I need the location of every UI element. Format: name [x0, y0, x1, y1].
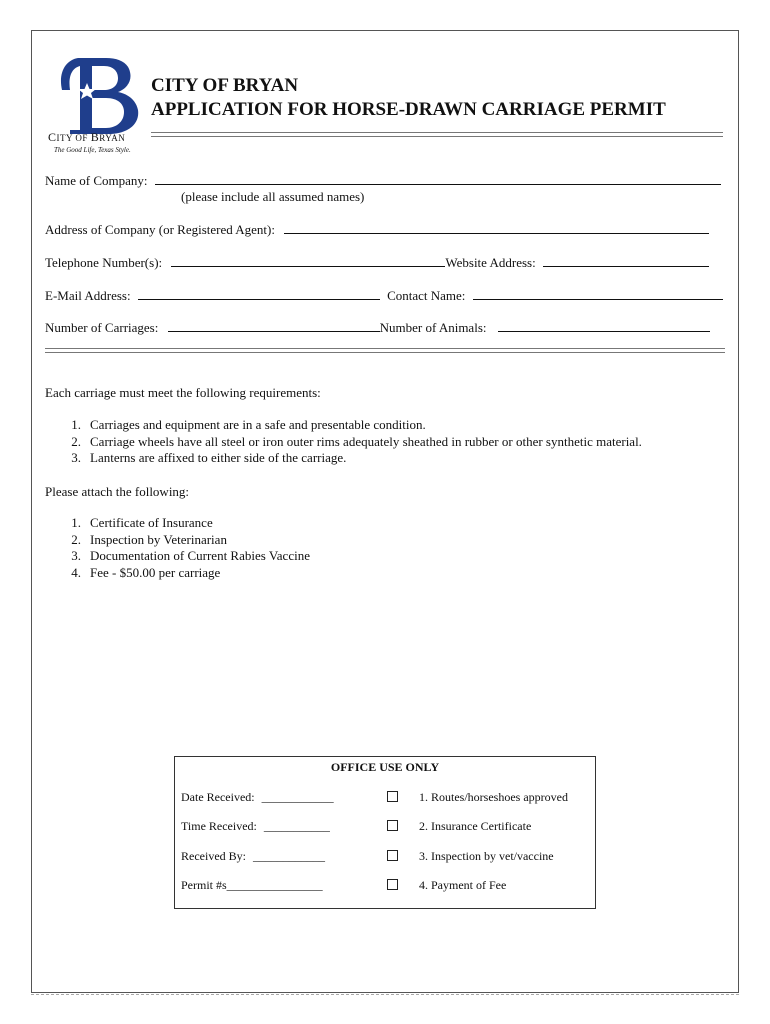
carriages-input-line[interactable] — [168, 320, 380, 332]
office-use-title: OFFICE USE ONLY — [330, 760, 440, 774]
attachments-list — [57, 515, 310, 581]
time-received-blank[interactable]: ___________ — [263, 819, 330, 833]
email-input-line[interactable] — [138, 288, 380, 300]
company-input-line[interactable] — [155, 173, 721, 185]
date-received-field — [181, 790, 334, 805]
insurance-certificate-label: 2. Insurance Certificate — [419, 819, 532, 833]
page-bottom-edge — [31, 994, 739, 995]
date-received-blank[interactable]: ____________ — [261, 790, 334, 804]
logo-tagline: The Good Life, Texas Style. — [54, 146, 131, 154]
contact-label: Contact Name: — [387, 288, 466, 303]
received-by-field — [181, 849, 325, 864]
animals-label: Number of Animals: — [379, 320, 487, 335]
carriages-label: Number of Carriages: — [45, 320, 159, 335]
list-item: 1. Certificate of Insurance — [71, 515, 213, 530]
attachments-intro: Please attach the following: — [45, 484, 190, 499]
contact-input-line[interactable] — [473, 288, 723, 300]
permit-number-label: Permit #s — [181, 878, 227, 892]
animals-input-line[interactable] — [498, 320, 710, 332]
company-label: Name of Company: — [45, 173, 148, 188]
website-label: Website Address: — [445, 255, 536, 270]
received-by-label: Received By: — [181, 849, 246, 863]
office-use-box — [174, 756, 596, 909]
permit-number-blank[interactable]: ________________ — [226, 878, 323, 892]
logo-wordmark — [48, 130, 148, 154]
date-received-label: Date Received: — [181, 790, 255, 804]
website-input-line[interactable] — [543, 255, 709, 267]
requirements-list — [57, 417, 642, 467]
routes-approved-checkbox[interactable] — [387, 791, 398, 802]
logo-city-name: CITY OF BRYAN — [48, 130, 126, 144]
email-label: E-Mail Address: — [45, 288, 131, 303]
section-divider — [45, 348, 725, 353]
list-item: 2. Inspection by Veterinarian — [71, 531, 227, 547]
insurance-certificate-checkbox[interactable] — [387, 820, 398, 831]
phone-input-line[interactable] — [171, 255, 445, 267]
routes-approved-label: 1. Routes/horseshoes approved — [419, 790, 568, 804]
address-label: Address of Company (or Registered Agent): — [45, 222, 275, 237]
title-line-application: APPLICATION FOR HORSE-DRAWN CARRIAGE PERMIT — [151, 99, 666, 120]
phone-website-field — [45, 255, 709, 271]
time-received-label: Time Received: — [181, 819, 257, 833]
vet-inspection-checkbox[interactable] — [387, 850, 398, 861]
list-item: 4. Fee - $50.00 per carriage — [71, 564, 221, 580]
page-title — [151, 74, 666, 122]
title-divider — [151, 132, 723, 137]
received-by-blank[interactable]: ____________ — [252, 849, 325, 863]
title-line-city: CITY OF BRYAN — [151, 75, 299, 96]
company-note: (please include all assumed names) — [181, 189, 365, 204]
list-item: 3. Lanterns are affixed to either side of the carriage. — [71, 450, 347, 465]
company-field — [45, 173, 721, 189]
list-item: 1. Carriages and equipment are in a safe and presentable condition. — [71, 417, 426, 432]
carriages-animals-field — [45, 320, 710, 336]
payment-of-fee-label: 4. Payment of Fee — [419, 878, 507, 892]
vet-inspection-label: 3. Inspection by vet/vaccine — [419, 849, 554, 863]
payment-of-fee-checkbox[interactable] — [387, 879, 398, 890]
list-item: 3. Documentation of Current Rabies Vaccine — [71, 548, 310, 563]
list-item: 2. Carriage wheels have all steel or iron outer rims adequately sheathed in rubber or other synthetic material. — [71, 433, 642, 449]
email-contact-field — [45, 288, 723, 304]
permit-number-field — [181, 878, 323, 893]
address-input-line[interactable] — [284, 222, 709, 234]
logo-b-shape — [61, 58, 138, 134]
phone-label: Telephone Number(s): — [45, 255, 163, 270]
requirements-intro: Each carriage must meet the following requirements: — [45, 385, 321, 400]
time-received-field — [181, 819, 330, 834]
address-field — [45, 222, 709, 238]
